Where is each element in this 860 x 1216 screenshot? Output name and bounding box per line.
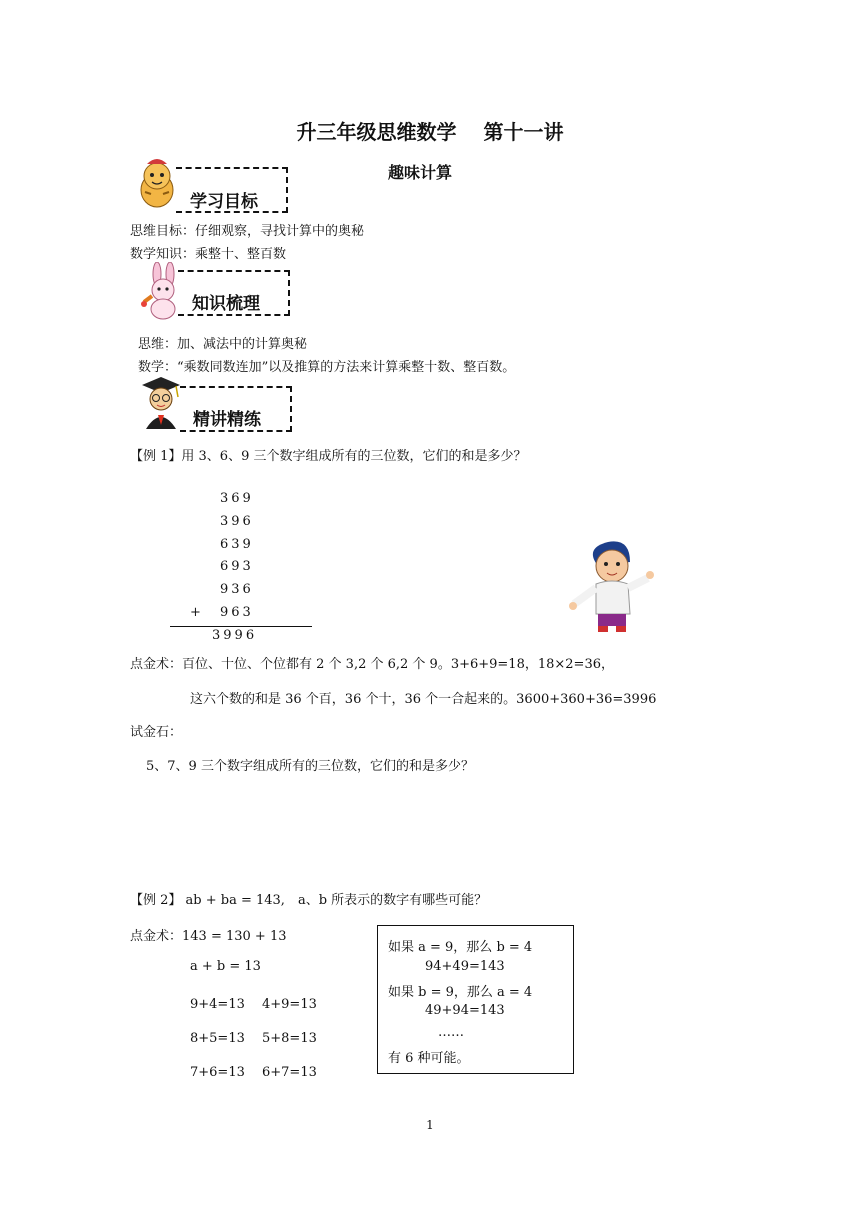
example2-question: 【例 2】 ab + ba = 143, a、b 所表示的数字有哪些可能？ [130, 893, 488, 908]
page-title: 升三年级思维数学 第十一讲 [296, 120, 564, 144]
sum-result: 3996 [212, 628, 258, 643]
answer-ellipsis: …… [438, 1025, 464, 1040]
practice-section-title: 精讲精练 [193, 410, 261, 430]
answer-line-2: 94+49=143 [425, 959, 505, 974]
answer-line-3: 如果 b = 9，那么 a = 4 [388, 985, 533, 1000]
example1-tip-line-2: 这六个数的和是 36 个百，36 个十，36 个一合起来的。3600+360+36=3996 [190, 692, 657, 707]
answer-line-4: 49+94=143 [425, 1003, 505, 1018]
example2-line-4: 7+6=13 6+7=13 [190, 1065, 317, 1080]
goals-section-title: 学习目标 [190, 192, 258, 212]
example2-tip-label: 点金术：143 = 130 + 13 [130, 929, 287, 944]
addend-6: 963 [220, 605, 254, 620]
addend-4: 693 [220, 559, 254, 574]
plus-sign: + [190, 605, 201, 620]
knowledge-line-1: 思维：加、减法中的计算奥秘 [138, 337, 308, 352]
try-label: 试金石： [130, 725, 183, 740]
answer-line-1: 如果 a = 9，那么 b = 4 [388, 940, 533, 955]
goals-line-2: 数学知识：乘整十、整百数 [130, 247, 287, 262]
page-number: 1 [426, 1118, 434, 1132]
sum-underline [170, 626, 312, 627]
try-question: 5、7、9 三个数字组成所有的三位数，它们的和是多少？ [146, 759, 474, 774]
knowledge-line-2: 数学：“乘数同数连加”以及推算的方法来计算乘整十数、整百数。 [138, 360, 516, 375]
example2-line-1: a + b = 13 [190, 959, 261, 974]
addend-1: 369 [220, 491, 254, 506]
example2-answer-box [377, 925, 574, 1074]
page-subtitle: 趣味计算 [388, 163, 453, 182]
knowledge-section-title: 知识梳理 [192, 294, 260, 314]
answer-conclusion: 有 6 种可能。 [388, 1051, 470, 1066]
example2-line-2: 9+4=13 4+9=13 [190, 997, 317, 1012]
scholar-mascot-icon [136, 375, 186, 431]
example2-line-3: 8+5=13 5+8=13 [190, 1031, 317, 1046]
example1-question: 【例 1】用 3、6、9 三个数字组成所有的三位数，它们的和是多少？ [130, 449, 527, 464]
tiger-mascot-icon [133, 156, 181, 210]
addend-2: 396 [220, 514, 254, 529]
boy-waving-illustration [568, 528, 654, 636]
addend-3: 639 [220, 537, 254, 552]
goals-line-1: 思维目标：仔细观察，寻找计算中的奥秘 [130, 224, 365, 239]
addend-5: 936 [220, 582, 254, 597]
example1-tip-line-1: 点金术：百位、十位、个位都有 2 个 3,2 个 6,2 个 9。3+6+9=18，18×2=36， [130, 657, 614, 672]
